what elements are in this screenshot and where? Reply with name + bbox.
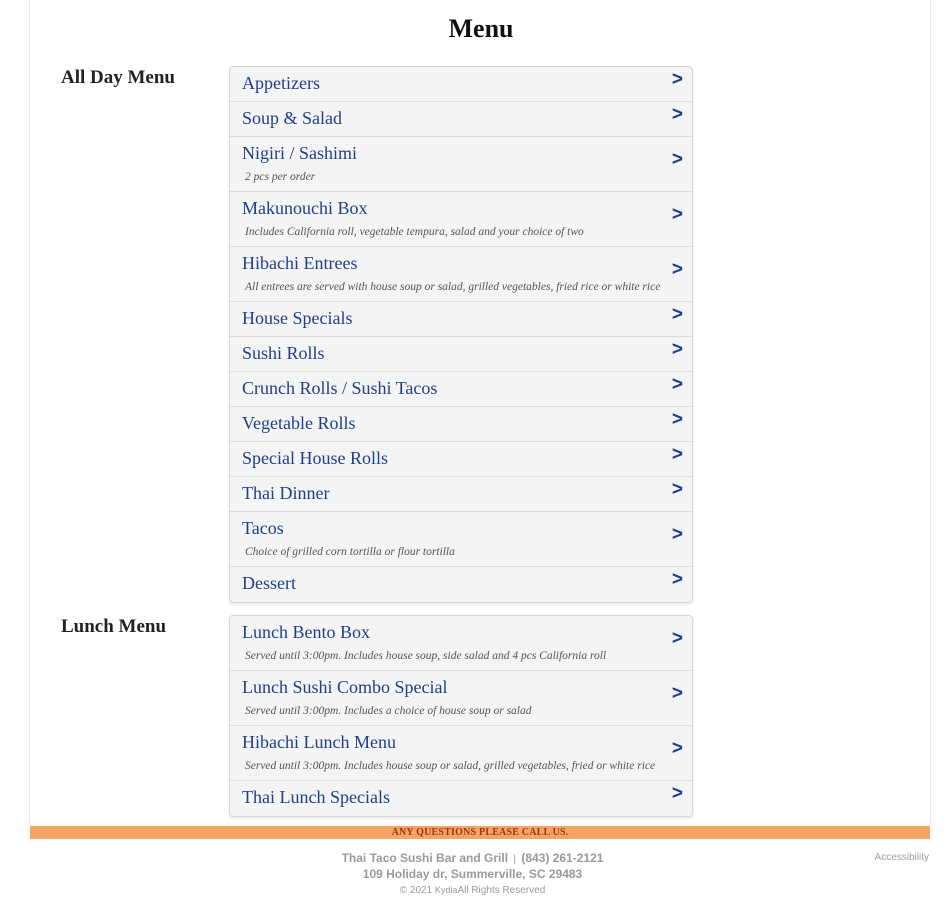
menu-item-name: Hibachi Lunch Menu xyxy=(242,732,396,752)
chevron-right-icon: > xyxy=(671,339,683,360)
accessibility-link[interactable]: Accessibility xyxy=(874,852,929,863)
menu-item-appetizers[interactable] xyxy=(230,67,692,102)
footer xyxy=(0,851,945,898)
lunch-menu-list xyxy=(229,615,693,817)
copyright: © 2021 xyxy=(399,885,433,896)
chevron-right-icon: > xyxy=(671,204,683,225)
menu-item-name: Lunch Sushi Combo Special xyxy=(242,677,448,697)
menu-item-nigiri-sashimi[interactable] xyxy=(230,137,692,192)
chevron-right-icon: > xyxy=(671,444,683,465)
menu-item-thai-lunch-specials[interactable] xyxy=(230,781,692,816)
menu-item-name: Lunch Bento Box xyxy=(242,622,370,642)
chevron-right-icon: > xyxy=(671,524,683,545)
menu-item-hibachi-lunch[interactable] xyxy=(230,726,692,781)
chevron-right-icon: > xyxy=(671,149,683,170)
page-title: Menu xyxy=(448,14,514,43)
rights-text: All Rights Reserved xyxy=(457,885,546,896)
call-us-banner: ANY QUESTIONS PLEASE CALL US. xyxy=(30,826,930,839)
menu-item-lunch-sushi-combo[interactable] xyxy=(230,671,692,726)
chevron-right-icon: > xyxy=(671,69,683,90)
menu-item-description: 2 pcs per order xyxy=(245,171,316,183)
menu-item-name: Thai Lunch Specials xyxy=(242,787,390,807)
menu-item-dessert[interactable] xyxy=(230,567,692,602)
chevron-right-icon: > xyxy=(671,104,683,125)
menu-item-description: All entrees are served with house soup or salad, grilled vegetables, fried rice or white rice xyxy=(245,281,661,293)
address: 109 Holiday dr, Summerville, SC 29483 xyxy=(362,867,583,881)
menu-item-name: Crunch Rolls / Sushi Tacos xyxy=(242,378,438,398)
menu-item-name: Makunouchi Box xyxy=(242,198,368,218)
menu-item-crunch-rolls[interactable] xyxy=(230,372,692,407)
restaurant-name: Thai Taco Sushi Bar and Grill xyxy=(341,851,509,865)
menu-item-house-specials[interactable] xyxy=(230,302,692,337)
chevron-right-icon: > xyxy=(671,304,683,325)
menu-item-tacos[interactable] xyxy=(230,512,692,567)
chevron-right-icon: > xyxy=(671,738,683,759)
menu-item-name: Sushi Rolls xyxy=(242,343,325,363)
chevron-right-icon: > xyxy=(671,683,683,704)
chevron-right-icon: > xyxy=(671,569,683,590)
chevron-right-icon: > xyxy=(671,409,683,430)
menu-item-description: Served until 3:00pm. Includes house soup, side salad and 4 pcs California roll xyxy=(245,650,607,662)
copyright-line xyxy=(0,883,945,898)
menu-item-makunouchi-box[interactable] xyxy=(230,192,692,247)
menu-item-vegetable-rolls[interactable] xyxy=(230,407,692,442)
chevron-right-icon: > xyxy=(671,628,683,649)
menu-item-name: Appetizers xyxy=(242,73,320,93)
chevron-right-icon: > xyxy=(671,374,683,395)
chevron-right-icon: > xyxy=(671,479,683,500)
menu-item-sushi-rolls[interactable] xyxy=(230,337,692,372)
menu-item-name: Special House Rolls xyxy=(242,448,388,468)
menu-item-description: Served until 3:00pm. Includes house soup or salad, grilled vegetables, fried or white rice xyxy=(245,760,656,772)
menu-item-name: Hibachi Entrees xyxy=(242,253,358,273)
section-heading-all-day: All Day Menu xyxy=(61,67,175,88)
all-day-menu-list xyxy=(229,66,693,603)
menu-item-description: Choice of grilled corn tortilla or flour tortilla xyxy=(245,546,455,558)
chevron-right-icon: > xyxy=(671,259,683,280)
menu-item-name: Dessert xyxy=(242,573,296,593)
footer-separator: | xyxy=(513,854,517,865)
menu-item-name: Thai Dinner xyxy=(242,483,330,503)
menu-item-thai-dinner[interactable] xyxy=(230,477,692,512)
page-container xyxy=(29,0,931,826)
menu-item-special-house-rolls[interactable] xyxy=(230,442,692,477)
chevron-right-icon: > xyxy=(671,783,683,804)
menu-item-hibachi-entrees[interactable] xyxy=(230,247,692,302)
menu-item-name: House Specials xyxy=(242,308,353,328)
menu-item-name: Nigiri / Sashimi xyxy=(242,143,358,163)
menu-item-name: Vegetable Rolls xyxy=(242,413,356,433)
section-heading-lunch: Lunch Menu xyxy=(61,616,167,637)
menu-item-name: Tacos xyxy=(242,518,284,538)
footer-contact-line xyxy=(0,851,945,867)
menu-item-soup-salad[interactable] xyxy=(230,102,692,137)
menu-item-description: Includes California roll, vegetable tempura, salad and your choice of two xyxy=(245,226,584,238)
menu-item-name: Soup & Salad xyxy=(242,108,343,128)
phone-link[interactable]: (843) 261-2121 xyxy=(521,851,604,865)
menu-item-description: Served until 3:00pm. Includes a choice of house soup or salad xyxy=(245,705,532,717)
brand-link[interactable]: Kydia xyxy=(434,885,458,895)
menu-item-lunch-bento-box[interactable] xyxy=(230,616,692,671)
